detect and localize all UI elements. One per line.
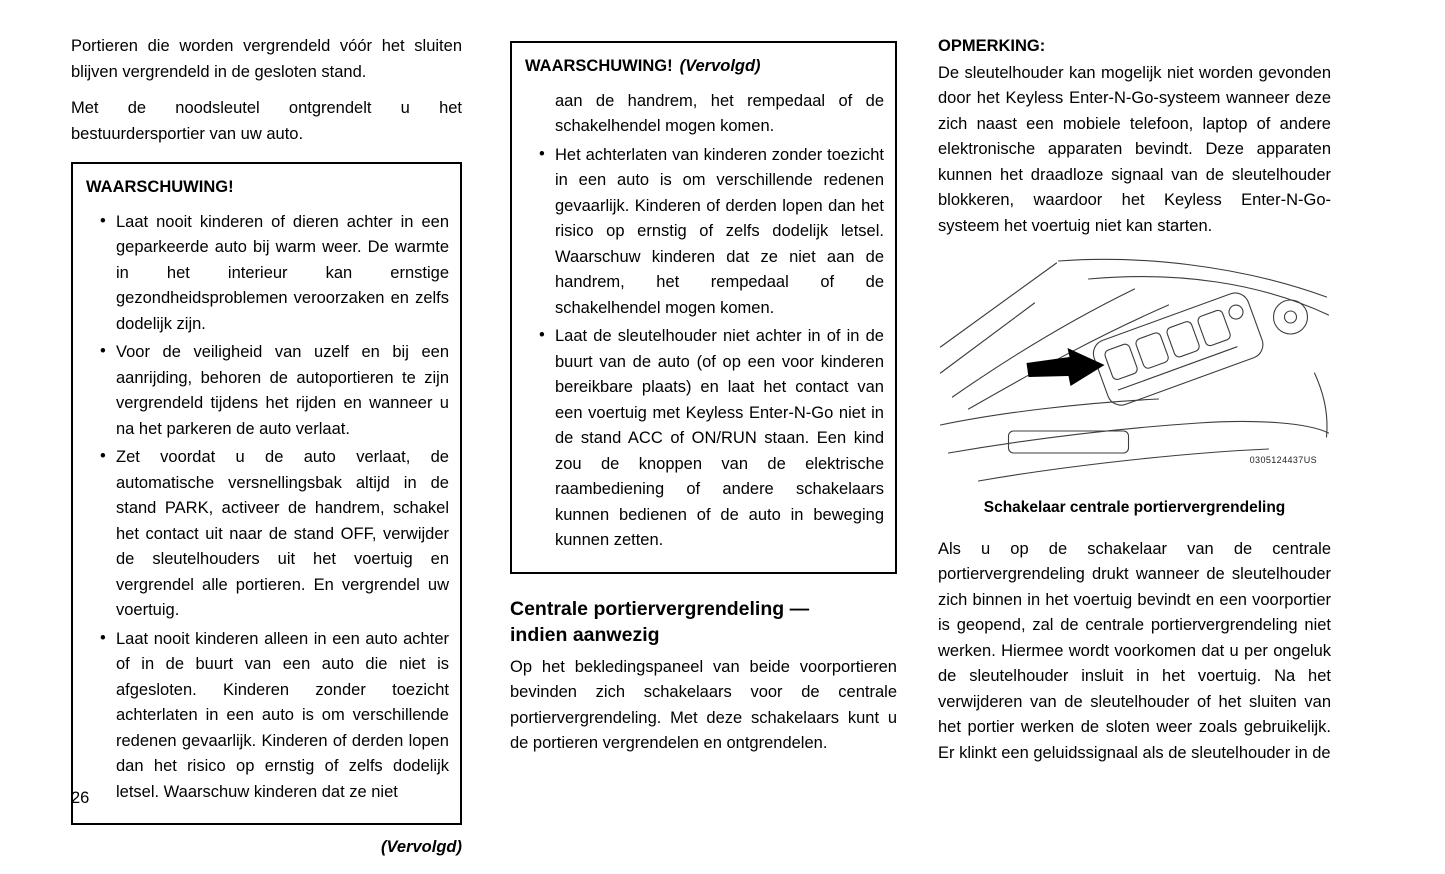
warning-bullet: • Laat nooit kinderen alleen in een auto achter of in de buurt van een auto die niet is afgesloten. Kinderen zonder toezicht achterlaten in een auto is om verschillende redenen gevaarlijk. Kinderen of derden lopen dan het risico op ernstig of zelfs dodelijk letsel. Waarschuw kinderen dat ze niet bbox=[100, 627, 449, 806]
page-number: 26 bbox=[71, 789, 90, 807]
left-column bbox=[71, 34, 462, 861]
section-heading-line1: Centrale portiervergrendeling — bbox=[510, 597, 810, 620]
intro-paragraph-1: Portieren die worden vergrendeld vóór het sluiten blijven vergrendeld in de gesloten stand. bbox=[71, 37, 462, 81]
figure-code: 0305124437US bbox=[1249, 454, 1317, 465]
warning-box-left bbox=[71, 162, 462, 825]
door-panel-figure bbox=[938, 255, 1331, 487]
warning-title-text: WAARSCHUWING! bbox=[525, 57, 673, 75]
warning-title-continued: (Vervolgd) bbox=[679, 57, 761, 75]
note-heading: OPMERKING: bbox=[938, 37, 1046, 55]
section-heading bbox=[510, 596, 897, 648]
warning-title bbox=[86, 175, 449, 201]
warning-bullet: • Zet voordat u de auto verlaat, de automatische versnellingsbak altijd in de stand PARK, activeer de handrem, schakel het contact uit naar de stand OFF, verwijder de sleutelhouders uit het voertuig en vergrendel alle portieren. En vergrendel uw voertuig. bbox=[100, 445, 449, 624]
pointer-arrow bbox=[1027, 348, 1105, 386]
closing-paragraph: Als u op de schakelaar van de centrale portiervergrendeling drukt wanneer de sleutelhouder zich binnen in het voertuig bevindt en een voorportier is geopend, zal de centrale portiervergrendeling niet werken. Hiermee wordt voorkomen dat u per ongeluk de sleutelhouder insluit in het voertuig. Na het verwijderen van de sleutelhouder of het sluiten van het portier werken de sloten weer zoals gebruikelijk. Er klinkt een geluidssignaal als de sleutelhouder in de bbox=[938, 539, 1331, 762]
warning-bullet: • Voor de veiligheid van uzelf en bij een aanrijding, behoren de autoportieren te zijn vergrendeld tijdens het rijden en wanneer u na het parkeren de auto verlaat. bbox=[100, 340, 449, 442]
warning-title-text: WAARSCHUWING! bbox=[86, 178, 234, 196]
intro-paragraph-2: Met de noodsleutel ontgrendelt u het bestuurdersportier van uw auto. bbox=[71, 99, 462, 143]
warning-list bbox=[86, 210, 449, 806]
warning-box-continued bbox=[510, 41, 897, 574]
warning-bullet: • Het achterlaten van kinderen zonder toezicht in een auto is om verschillende redenen gevaarlijk. Kinderen of derden lopen dan het risico op ernstig of zelfs dodelijk letsel. Waarschuw kinderen dat ze niet aan de handrem, het rempedaal of de schakelhendel mogen komen. bbox=[539, 143, 884, 322]
note-paragraph: De sleutelhouder kan mogelijk niet worden gevonden door het Keyless Enter-N-Go-systeem wanneer deze zich naast een mobiele telefoon, laptop of andere elektronische apparaten bevindt. Deze apparaten kunnen het draadloze signaal van de sleutelhouder blokkeren, waardoor het Keyless Enter-N-Go-systeem het voertuig niet kan starten. bbox=[938, 63, 1331, 235]
figure-caption: Schakelaar centrale portiervergrendeling bbox=[983, 499, 1286, 516]
warning-continuation-text: aan de handrem, het rempedaal of de schakelhendel mogen komen. bbox=[555, 91, 884, 135]
right-column bbox=[938, 34, 1331, 777]
warning-title bbox=[525, 54, 884, 80]
continued-label: (Vervolgd) bbox=[381, 838, 462, 856]
section-heading-line2: indien aanwezig bbox=[510, 623, 660, 646]
section-paragraph: Op het bekledingspaneel van beide voorportieren bevinden zich schakelaars voor de centrale portiervergrendeling. Met deze schakelaars kunt u de portieren vergrendelen en ontgrendelen. bbox=[510, 657, 897, 752]
warning-list bbox=[525, 143, 884, 554]
warning-bullet: • Laat nooit kinderen of dieren achter in een geparkeerde auto bij warm weer. De warmte in het interieur kan ernstige gezondheidsproblemen veroorzaken en zelfs dodelijk zijn. bbox=[100, 210, 449, 338]
warning-bullet: • Laat de sleutelhouder niet achter in of in de buurt van de auto (of op een voor kinderen bereikbare plaats) en laat het contact van een voertuig met Keyless Enter-N-Go niet in de stand ACC of ON/RUN staan. Een kind zou de knoppen van de elektrische raambediening of andere schakelaars kunnen bedienen of de auto in beweging kunnen zetten. bbox=[539, 324, 884, 554]
middle-column bbox=[510, 34, 897, 768]
